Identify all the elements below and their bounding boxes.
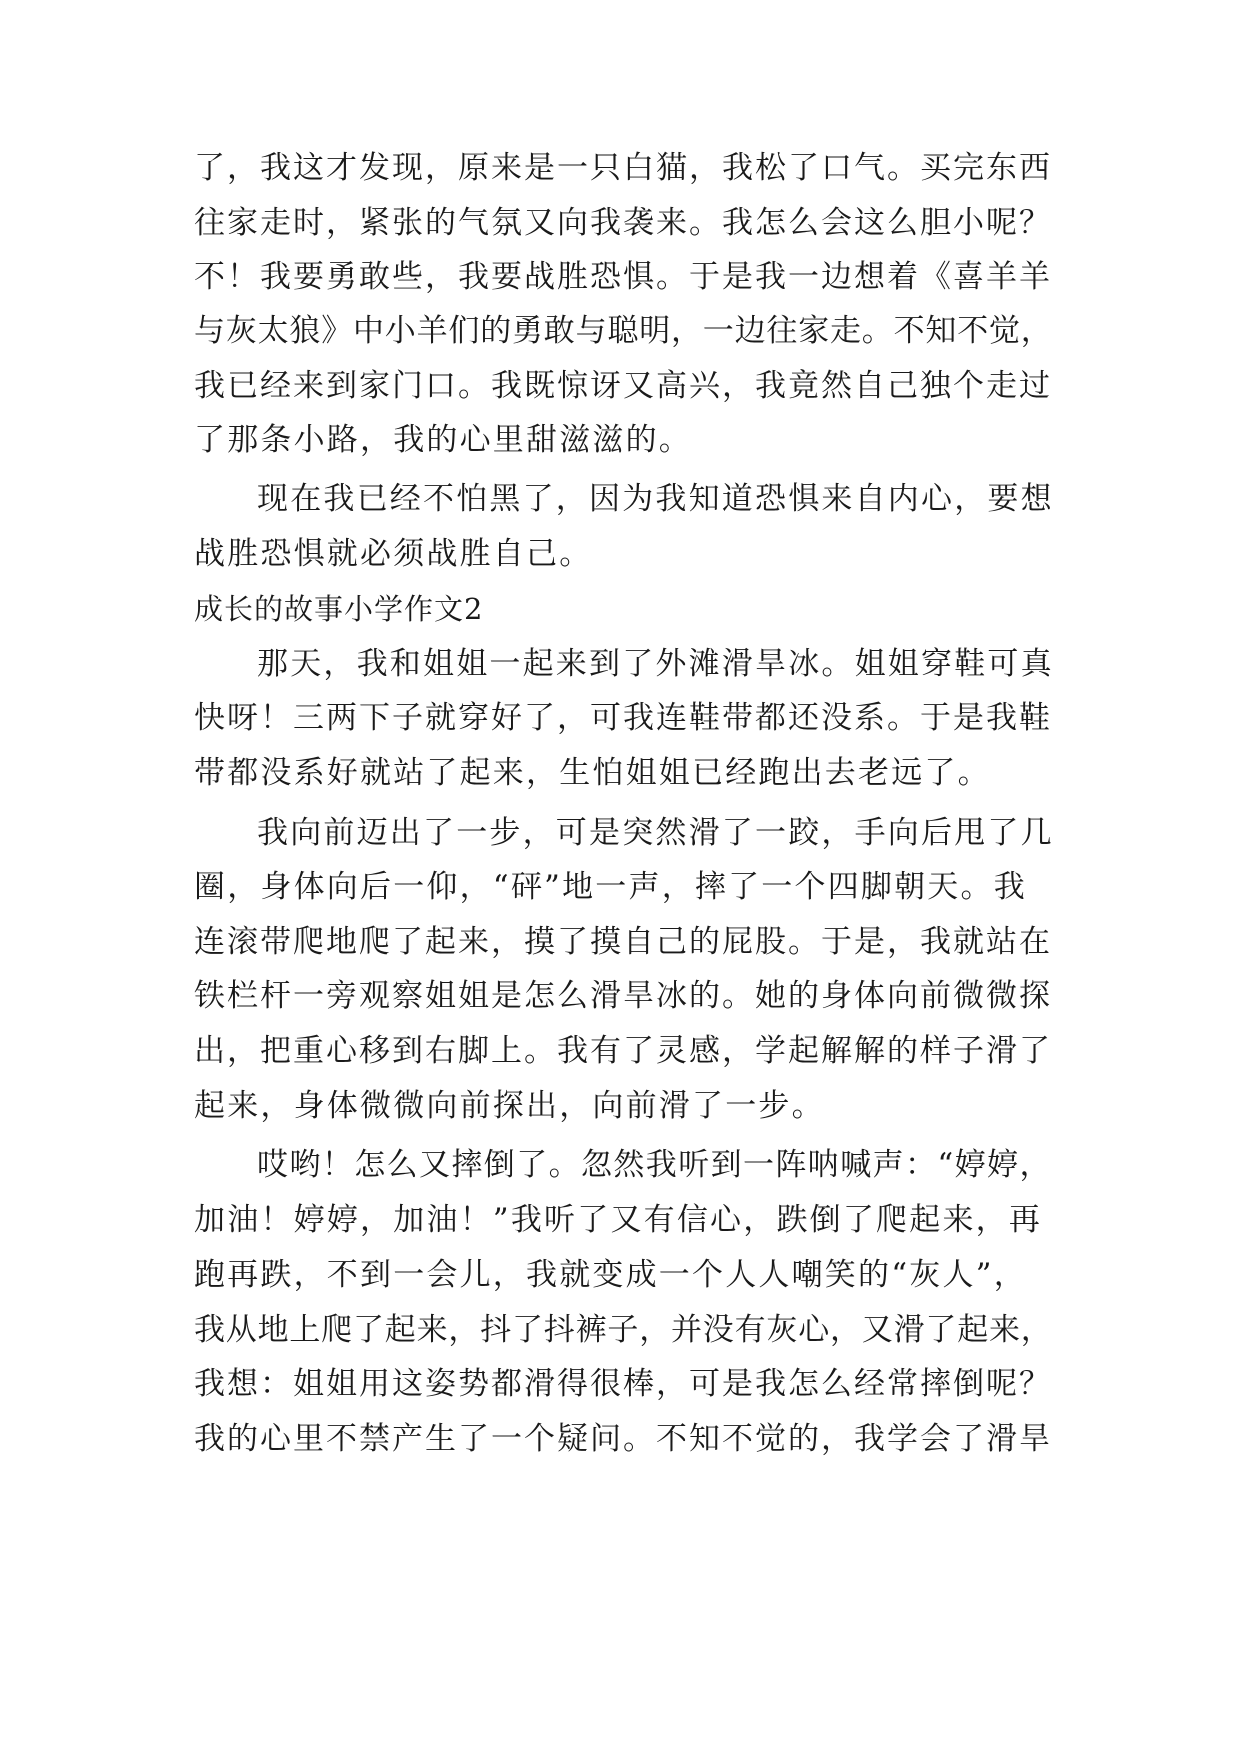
text-line: 起来，身体微微向前探出，向前滑了一步。 [194,1088,825,1124]
text-line: 与灰太狼》中小羊们的勇敢与聪明，一边往家走。不知不觉， [194,313,1053,349]
text-line: 带都没系好就站了起来，生怕姐姐已经跑出去老远了。 [194,755,991,791]
text-line: 我想：姐姐用这姿势都滑得很棒，可是我怎么经常摔倒呢？ [194,1366,1052,1402]
text-line: 现在我已经不怕黑了，因为我知道恐惧来自内心，要想 [257,481,1054,517]
text-line: 了那条小路，我的心里甜滋滋的。 [194,422,692,458]
text-line: 哎哟！怎么又摔倒了。忽然我听到一阵呐喊声：“婷婷， [257,1147,1052,1183]
text-line: 快呀！三两下子就穿好了，可我连鞋带都还没系。于是我鞋 [194,700,1052,736]
text-line: 我已经来到家门口。我既惊讶又高兴，我竟然自己独个走过 [194,368,1052,404]
text-line: 我的心里不禁产生了一个疑问。不知不觉的，我学会了滑旱 [194,1421,1052,1457]
text-line: 连滚带爬地爬了起来，摸了摸自己的屁股。于是，我就站在 [194,924,1052,960]
text-line: 铁栏杆一旁观察姐姐是怎么滑旱冰的。她的身体向前微微探 [194,978,1052,1014]
section-title: 成长的故事小学作文2 [194,592,484,626]
text-line: 不！我要勇敢些，我要战胜恐惧。于是我一边想着《喜羊羊 [194,259,1052,295]
text-line: 我从地上爬了起来，抖了抖裤子，并没有灰心，又滑了起来， [194,1312,1053,1348]
text-line: 了，我这才发现，原来是一只白猫，我松了口气。买完东西 [194,150,1052,186]
text-line: 出，把重心移到右脚上。我有了灵感，学起解解的样子滑了 [194,1033,1052,1069]
text-line: 那天，我和姐姐一起来到了外滩滑旱冰。姐姐穿鞋可真 [257,646,1054,682]
text-line: 加油！婷婷，加油！”我听了又有信心，跌倒了爬起来，再 [194,1202,1043,1238]
text-line: 往家走时，紧张的气氛又向我袭来。我怎么会这么胆小呢？ [194,205,1052,241]
text-line: 战胜恐惧就必须战胜自己。 [194,536,593,572]
text-line: 跑再跌，不到一会儿，我就变成一个人人嘲笑的“灰人”， [194,1257,1027,1293]
text-line: 我向前迈出了一步，可是突然滑了一跤，手向后甩了几 [257,815,1054,851]
text-line: 圈，身体向后一仰，“砰”地一声，摔了一个四脚朝天。我 [194,869,1027,905]
